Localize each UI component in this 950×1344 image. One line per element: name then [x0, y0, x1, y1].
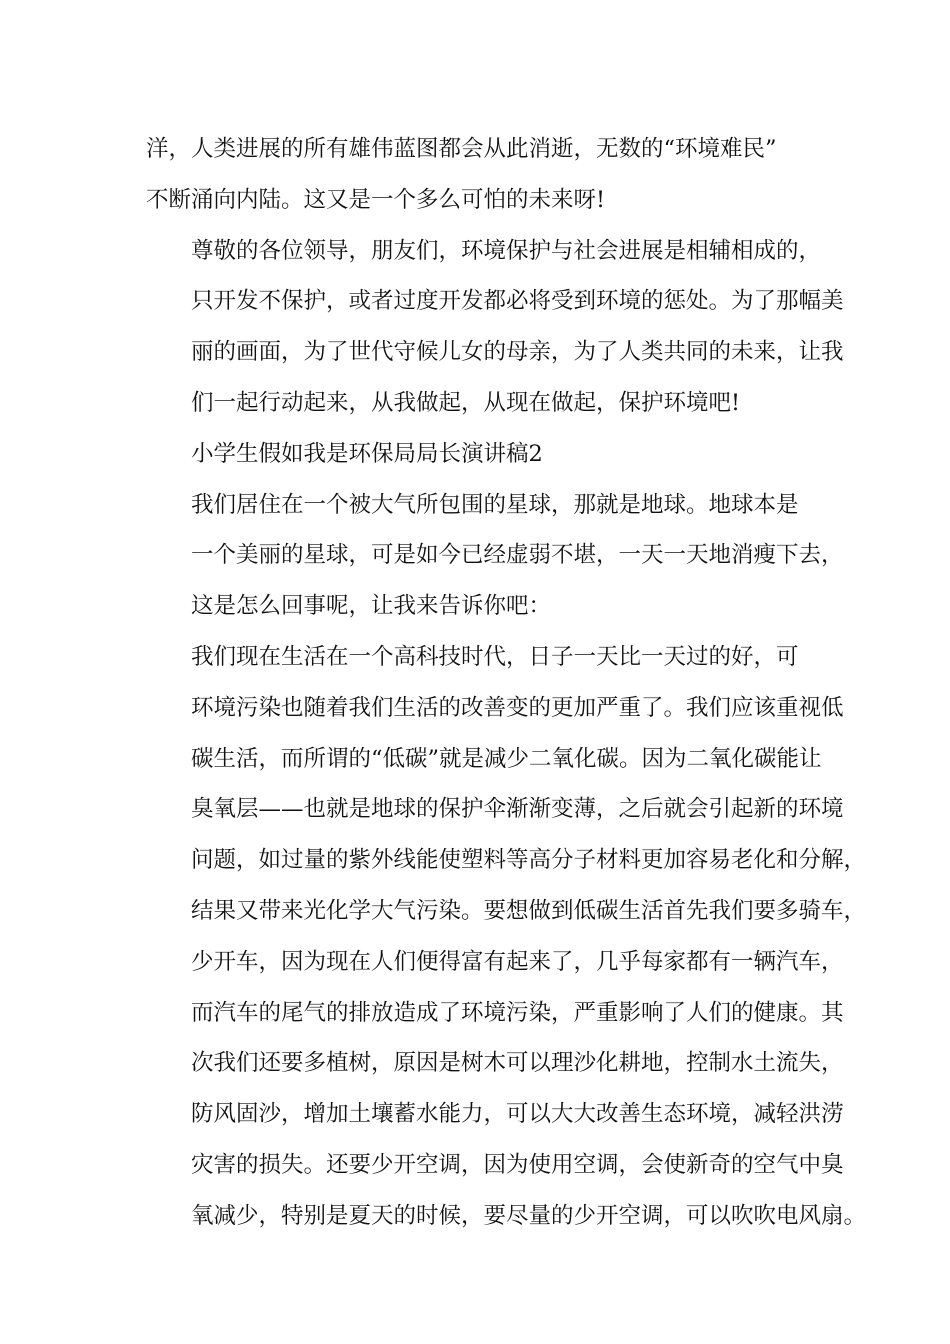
text-line: 们一起行动起来，从我做起，从现在做起，保护环境吧! — [191, 389, 741, 416]
text-line: 碳生活，而所谓的“低碳”就是减少二氧化碳。因为二氧化碳能让 — [191, 745, 822, 772]
text-line: 而汽车的尾气的排放造成了环境污染，严重影响了人们的健康。其 — [191, 999, 844, 1026]
text-line: 一个美丽的星球，可是如今已经虚弱不堪，一天一天地消瘦下去， — [191, 542, 844, 569]
text-line: 臭氧层——也就是地球的保护伞渐渐变薄，之后就会引起新的环境 — [191, 796, 844, 823]
paragraph — [146, 632, 867, 1242]
text-line: 这是怎么回事呢，让我来告诉你吧： — [191, 593, 552, 620]
paragraph — [146, 429, 836, 480]
text-line: 环境污染也随着我们生活的改善变的更加严重了。我们应该重视低 — [191, 694, 844, 721]
text-line: 少开车，因为现在人们便得富有起来了，几乎每家都有一辆汽车， — [191, 948, 844, 975]
text-line: 问题，如过量的紫外线能使塑料等高分子材料更加容易老化和分解， — [191, 847, 867, 874]
text-line: 丽的画面，为了世代守候儿女的母亲，为了人类共同的未来，让我 — [191, 339, 844, 366]
text-line: 结果又带来光化学大气污染。要想做到低碳生活首先我们要多骑车， — [191, 897, 867, 924]
document-body — [146, 124, 867, 1242]
text-line: 洋，人类进展的所有雄伟蓝图都会从此消逝，无数的“环境难民” — [146, 136, 777, 162]
text-line: 我们居住在一个被大气所包围的星球，那就是地球。地球本是 — [191, 491, 799, 518]
text-line: 氧减少，特别是夏天的时候，要尽量的少开空调，可以吹吹电风扇。 — [191, 1202, 867, 1229]
text-line: 灾害的损失。还要少开空调，因为使用空调，会使新奇的空气中臭 — [191, 1151, 844, 1178]
text-line: 只开发不保护，或者过度开发都必将受到环境的惩处。为了那幅美 — [191, 288, 844, 315]
paragraph — [146, 480, 844, 632]
paragraph — [146, 226, 844, 429]
text-line: 防风固沙，增加土壤蓄水能力，可以大大改善生态环境，减轻洪涝 — [191, 1101, 844, 1128]
text-line: 不断涌向内陆。这又是一个多么可怕的未来呀! — [146, 186, 606, 213]
paragraph — [146, 124, 836, 226]
text-line: 小学生假如我是环保局局长演讲稿2 — [191, 440, 543, 467]
text-line: 尊敬的各位领导，朋友们，环境保护与社会进展是相辅相成的， — [191, 237, 822, 264]
text-line: 我们现在生活在一个高科技时代，日子一天比一天过的好，可 — [191, 643, 799, 670]
text-line: 次我们还要多植树，原因是树木可以理沙化耕地，控制水土流失， — [191, 1050, 844, 1077]
